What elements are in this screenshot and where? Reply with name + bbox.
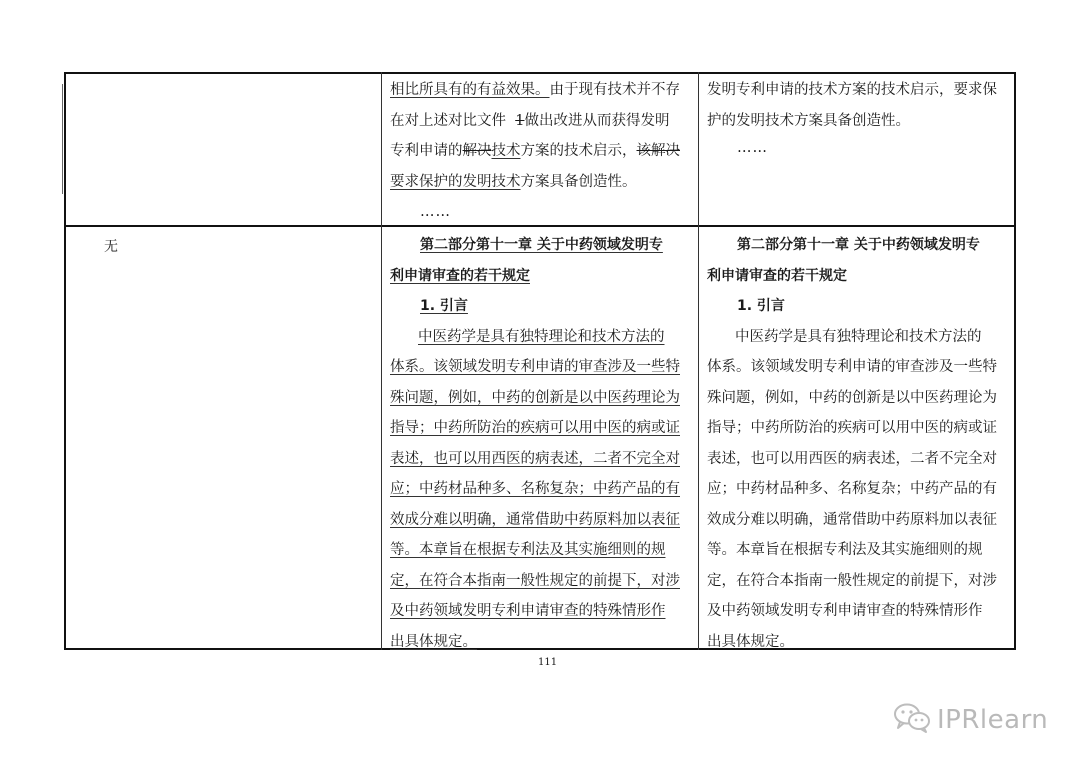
chapter-heading: 第二部分第十一章 关于中药领域发明专 xyxy=(420,237,663,253)
ellipsis: …… xyxy=(737,140,768,156)
text-line: 在对上述对比文件 1做出改进从而获得发明 xyxy=(390,112,670,129)
chapter-heading: 第二部分第十一章 关于中药领域发明专 xyxy=(737,237,980,253)
text-line: 体系。该领域发明专利申请的审查涉及一些特 xyxy=(707,359,997,375)
text-line: 应；中药材品种多、名称复杂；中药产品的有 xyxy=(390,481,680,497)
text-line: 发明专利申请的技术方案的技术启示，要求保 xyxy=(707,82,997,98)
text-line: 指导；中药所防治的疾病可以用中医的病或证 xyxy=(390,420,680,436)
row1-right-cell xyxy=(707,75,997,160)
ellipsis: …… xyxy=(420,204,451,220)
text-line: 中医药学是具有独特理论和技术方法的 xyxy=(735,328,982,345)
text-line: 殊问题，例如，中药的创新是以中医药理论为 xyxy=(707,389,997,406)
text-line: 护的发明技术方案具备创造性。 xyxy=(707,112,910,129)
row2-right-cell xyxy=(707,230,997,657)
watermark-text: IPRlearn xyxy=(937,705,1049,735)
text-line: 表述，也可以用西医的病表述，二者不完全对 xyxy=(390,450,680,467)
text-line: 等。本章旨在根据专利法及其实施细则的规 xyxy=(707,542,983,558)
row2-left-cell: 无 xyxy=(104,239,118,255)
column-divider-1 xyxy=(381,72,382,650)
text-line: 出具体规定。 xyxy=(390,633,477,650)
chapter-heading: 利申请审查的若干规定 xyxy=(707,267,847,284)
text-line: 效成分难以明确，通常借助中药原料加以表征 xyxy=(390,511,680,528)
text-line: 中医药学是具有独特理论和技术方法的 xyxy=(418,328,665,345)
text-line: 定，在符合本指南一般性规定的前提下，对涉 xyxy=(390,572,680,589)
text-line: 应；中药材品种多、名称复杂；中药产品的有 xyxy=(707,481,997,497)
watermark xyxy=(893,702,1048,738)
text-line: 要求保护的发明技术方案具备创造性。 xyxy=(390,173,637,190)
row2-middle-cell xyxy=(390,230,680,657)
text-line: 专利申请的解决技术方案的技术启示，该解决 xyxy=(390,143,680,159)
text-line: 及中药领域发明专利申请审查的特殊情形作 xyxy=(390,603,666,619)
wechat-icon xyxy=(893,702,931,738)
column-divider-2 xyxy=(698,72,699,650)
section-heading: 1. 引言 xyxy=(737,298,785,314)
text-line: 定，在符合本指南一般性规定的前提下，对涉 xyxy=(707,572,997,589)
text-line: 效成分难以明确，通常借助中药原料加以表征 xyxy=(707,511,997,528)
chapter-heading: 利申请审查的若干规定 xyxy=(390,267,530,284)
text-line: 等。本章旨在根据专利法及其实施细则的规 xyxy=(390,542,666,558)
text-line: 相比所具有的有益效果。由于现有技术并不存 xyxy=(390,82,680,98)
text-line: 表述，也可以用西医的病表述，二者不完全对 xyxy=(707,450,997,467)
text-line: 及中药领域发明专利申请审查的特殊情形作 xyxy=(707,603,983,619)
section-heading: 1. 引言 xyxy=(420,298,468,314)
text-line: 指导；中药所防治的疾病可以用中医的病或证 xyxy=(707,420,997,436)
row1-middle-cell xyxy=(390,75,680,228)
page-number: 111 xyxy=(538,657,558,668)
text-line: 出具体规定。 xyxy=(707,633,794,650)
scan-edge-line xyxy=(62,84,63,194)
text-line: 殊问题，例如，中药的创新是以中医药理论为 xyxy=(390,389,680,406)
text-line: 体系。该领域发明专利申请的审查涉及一些特 xyxy=(390,359,680,375)
